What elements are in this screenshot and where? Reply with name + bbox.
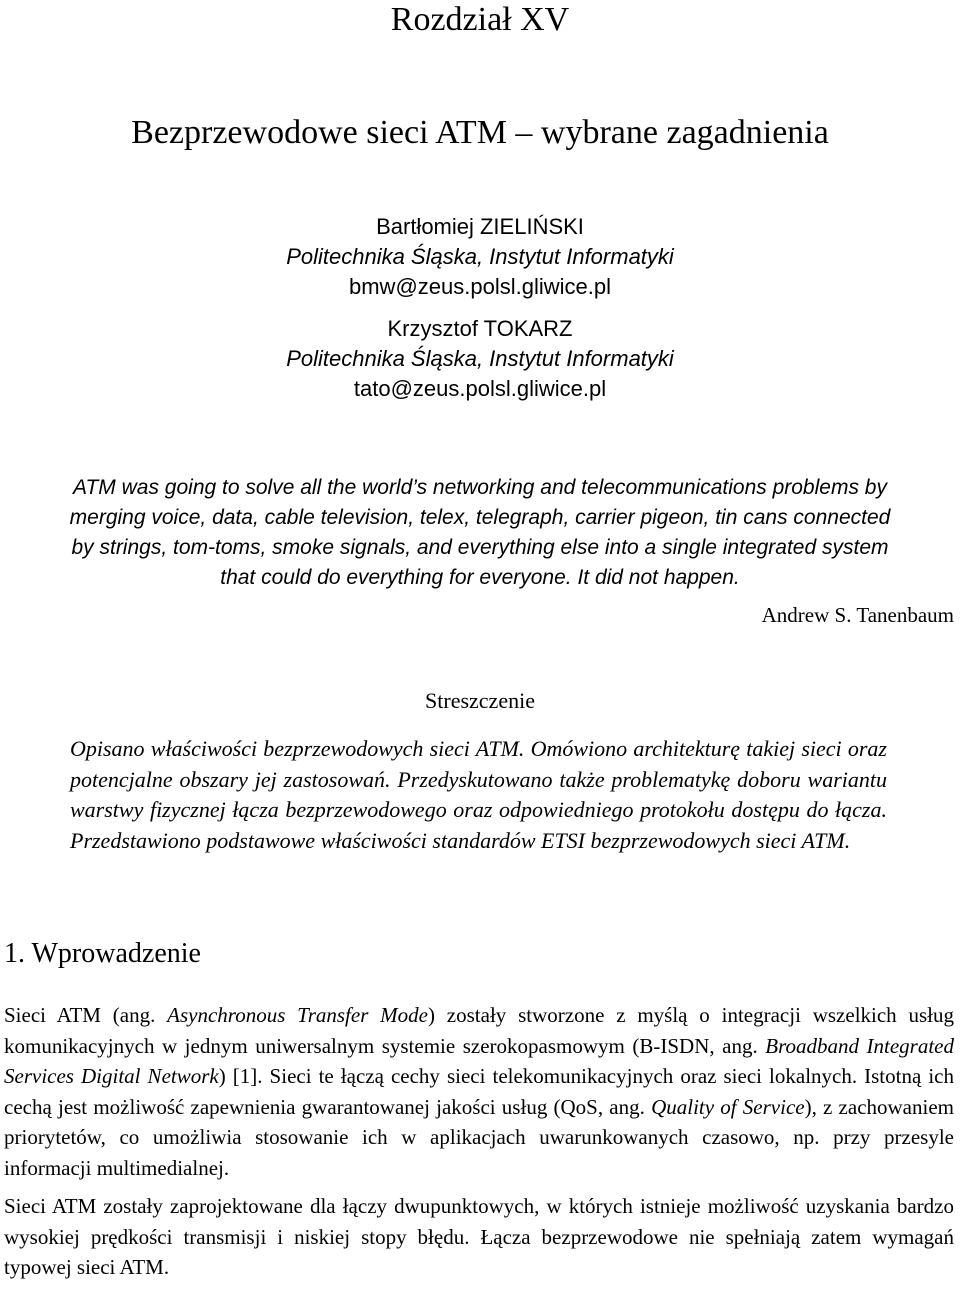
term-italic: Asynchronous Transfer Mode: [167, 1003, 428, 1027]
paper-title: Bezprzewodowe sieci ATM – wybrane zagadnienia: [131, 114, 829, 151]
term-italic: Broadband Integrated Services Digital Network: [4, 1033, 954, 1088]
chapter-title: Rozdział XV: [390, 1, 570, 38]
author-block-1: [0, 212, 960, 302]
epigraph-line: that could do everything for everyone. It did not happen.: [220, 566, 740, 589]
epigraph-line: merging voice, data, cable television, telex, telegraph, carrier pigeon, tin cans connected: [69, 506, 891, 529]
author-name: Bartłomiej ZIELIŃSKI: [376, 214, 584, 239]
text-run: Sieci ATM (ang.: [4, 1003, 168, 1027]
paragraph: Sieci ATM zostały zaprojektowane dla łączy dwupunktowych, w których istnieje możliwość uzyskania bardzo wysokiej prędkości transmisji i niskiej stopy błędu. Łącza bezprzewodowe nie spełniają zatem wymagań typowej sieci ATM.: [4, 1194, 954, 1279]
author-block-2: [0, 314, 960, 404]
abstract-heading: Streszczenie: [425, 688, 535, 713]
author-list: [0, 212, 960, 404]
text-run: ) [1]. Sieci te łączą cechy sieci telekomunikacyjnych oraz sieci lokalnych. Istotną ich cechą jest możliwość zapewnienia gwarantowanej jakości usług (QoS, ang.: [4, 1064, 954, 1119]
section-body: [4, 1000, 954, 1283]
abstract-text: Opisano właściwości bezprzewodowych sieci ATM. Omówiono architekturę takiej sieci oraz potencjalne obszary jej zastosowań. Przedyskutowano także problematykę doboru wariantu warstwy fizycznej łącza bezprzewodowego oraz odpowiedniego protokołu dostępu do łącza. Przedstawiono podstawowe właściwości standardów ETSI bezprzewodowych sieci ATM.: [70, 736, 887, 853]
text-run: ) zostały stworzone z myślą o integracji wszelkich usług komunikacyjnych w jednym uniwersalnym systemie szerokopasmowym (B-ISDN, ang.: [4, 1003, 954, 1058]
epigraph-line: by strings, tom-toms, smoke signals, and everything else into a single integrated system: [71, 536, 889, 559]
text-run: ), z zachowaniem priorytetów, co umożliwia stosowanie ich w aplikacjach uwarunkowanych czasowo, np. przy przesyle informacji multimedialnej.: [4, 1094, 954, 1180]
term-italic: Quality of Service: [651, 1094, 805, 1119]
author-affiliation: Politechnika Śląska, Instytut Informatyki: [286, 244, 674, 269]
author-email[interactable]: tato@zeus.polsl.gliwice.pl: [353, 376, 607, 401]
author-affiliation: Politechnika Śląska, Instytut Informatyki: [286, 346, 674, 371]
author-name: Krzysztof TOKARZ: [387, 316, 573, 341]
author-email[interactable]: bmw@zeus.polsl.gliwice.pl: [349, 274, 611, 299]
section-heading: 1. Wprowadzenie: [4, 938, 201, 969]
epigraph-line: ATM was going to solve all the world’s networking and telecommunications problems by: [73, 476, 887, 499]
epigraph: [0, 473, 960, 593]
epigraph-author: Andrew S. Tanenbaum: [761, 603, 954, 627]
paragraph: [4, 1000, 954, 1183]
